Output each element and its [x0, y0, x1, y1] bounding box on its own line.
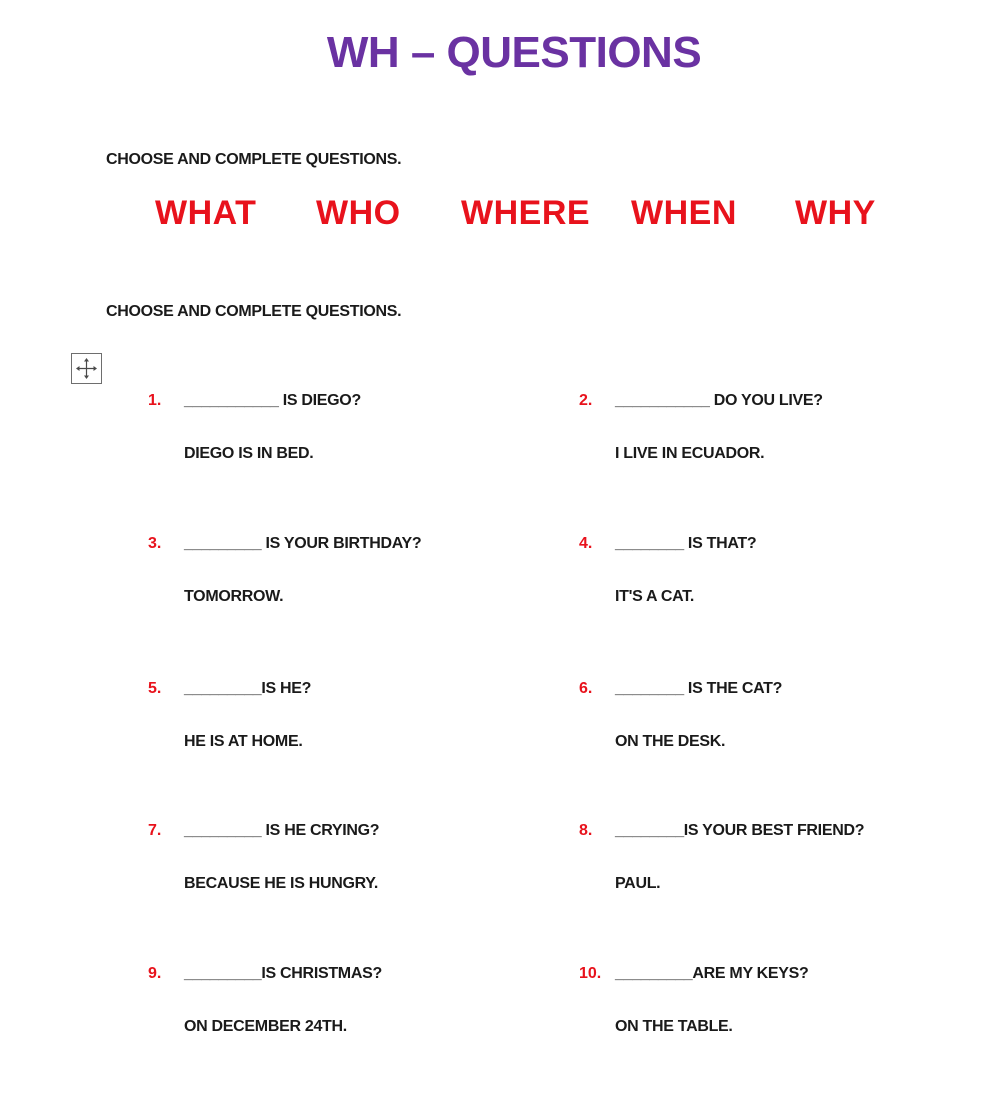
answer-text: ON THE DESK.	[615, 733, 726, 750]
question-number: 4.	[579, 535, 593, 552]
question-item	[148, 535, 548, 615]
answer-text: ON THE TABLE.	[615, 1018, 733, 1035]
question-text: _________IS CHRISTMAS?	[184, 965, 382, 982]
instruction-text: CHOOSE AND COMPLETE QUESTIONS.	[106, 151, 402, 168]
question-text: ___________ DO YOU LIVE?	[615, 392, 823, 409]
word-bank-item-who: WHO	[316, 194, 401, 232]
question-item	[579, 535, 979, 615]
question-number: 8.	[579, 822, 593, 839]
question-item	[579, 965, 979, 1045]
question-number: 3.	[148, 535, 162, 552]
answer-text: BECAUSE HE IS HUNGRY.	[184, 875, 379, 892]
question-text: _________ IS HE CRYING?	[184, 822, 380, 839]
question-item	[148, 965, 548, 1045]
instruction-text: CHOOSE AND COMPLETE QUESTIONS.	[106, 303, 402, 320]
question-text: _________ARE MY KEYS?	[615, 965, 809, 982]
question-item	[579, 680, 979, 760]
question-text: ________ IS THE CAT?	[615, 680, 783, 697]
answer-text: ON DECEMBER 24TH.	[184, 1018, 347, 1035]
question-text: ________IS YOUR BEST FRIEND?	[615, 822, 865, 839]
move-icon	[72, 354, 101, 383]
question-number: 6.	[579, 680, 593, 697]
question-number: 5.	[148, 680, 162, 697]
question-item	[148, 392, 548, 472]
question-number: 1.	[148, 392, 162, 409]
answer-text: IT'S A CAT.	[615, 588, 695, 605]
question-number: 10.	[579, 965, 602, 982]
answer-text: DIEGO IS IN BED.	[184, 445, 314, 462]
question-item	[579, 392, 979, 472]
table-move-handle[interactable]	[71, 353, 102, 384]
page-title: WH – QUESTIONS	[326, 28, 702, 77]
word-bank-item-where: WHERE	[461, 194, 591, 232]
word-bank-item-why: WHY	[795, 194, 876, 232]
question-text: ________ IS THAT?	[615, 535, 757, 552]
question-text: _________IS HE?	[184, 680, 312, 697]
question-text: ___________ IS DIEGO?	[184, 392, 361, 409]
question-number: 2.	[579, 392, 593, 409]
question-number: 7.	[148, 822, 162, 839]
answer-text: I LIVE IN ECUADOR.	[615, 445, 765, 462]
answer-text: TOMORROW.	[184, 588, 284, 605]
word-bank	[0, 194, 1000, 238]
question-item	[148, 680, 548, 760]
question-number: 9.	[148, 965, 162, 982]
word-bank-item-what: WHAT	[155, 194, 257, 232]
answer-text: PAUL.	[615, 875, 661, 892]
question-text: _________ IS YOUR BIRTHDAY?	[184, 535, 422, 552]
answer-text: HE IS AT HOME.	[184, 733, 303, 750]
question-item	[148, 822, 548, 902]
question-item	[579, 822, 979, 902]
word-bank-item-when: WHEN	[631, 194, 737, 232]
